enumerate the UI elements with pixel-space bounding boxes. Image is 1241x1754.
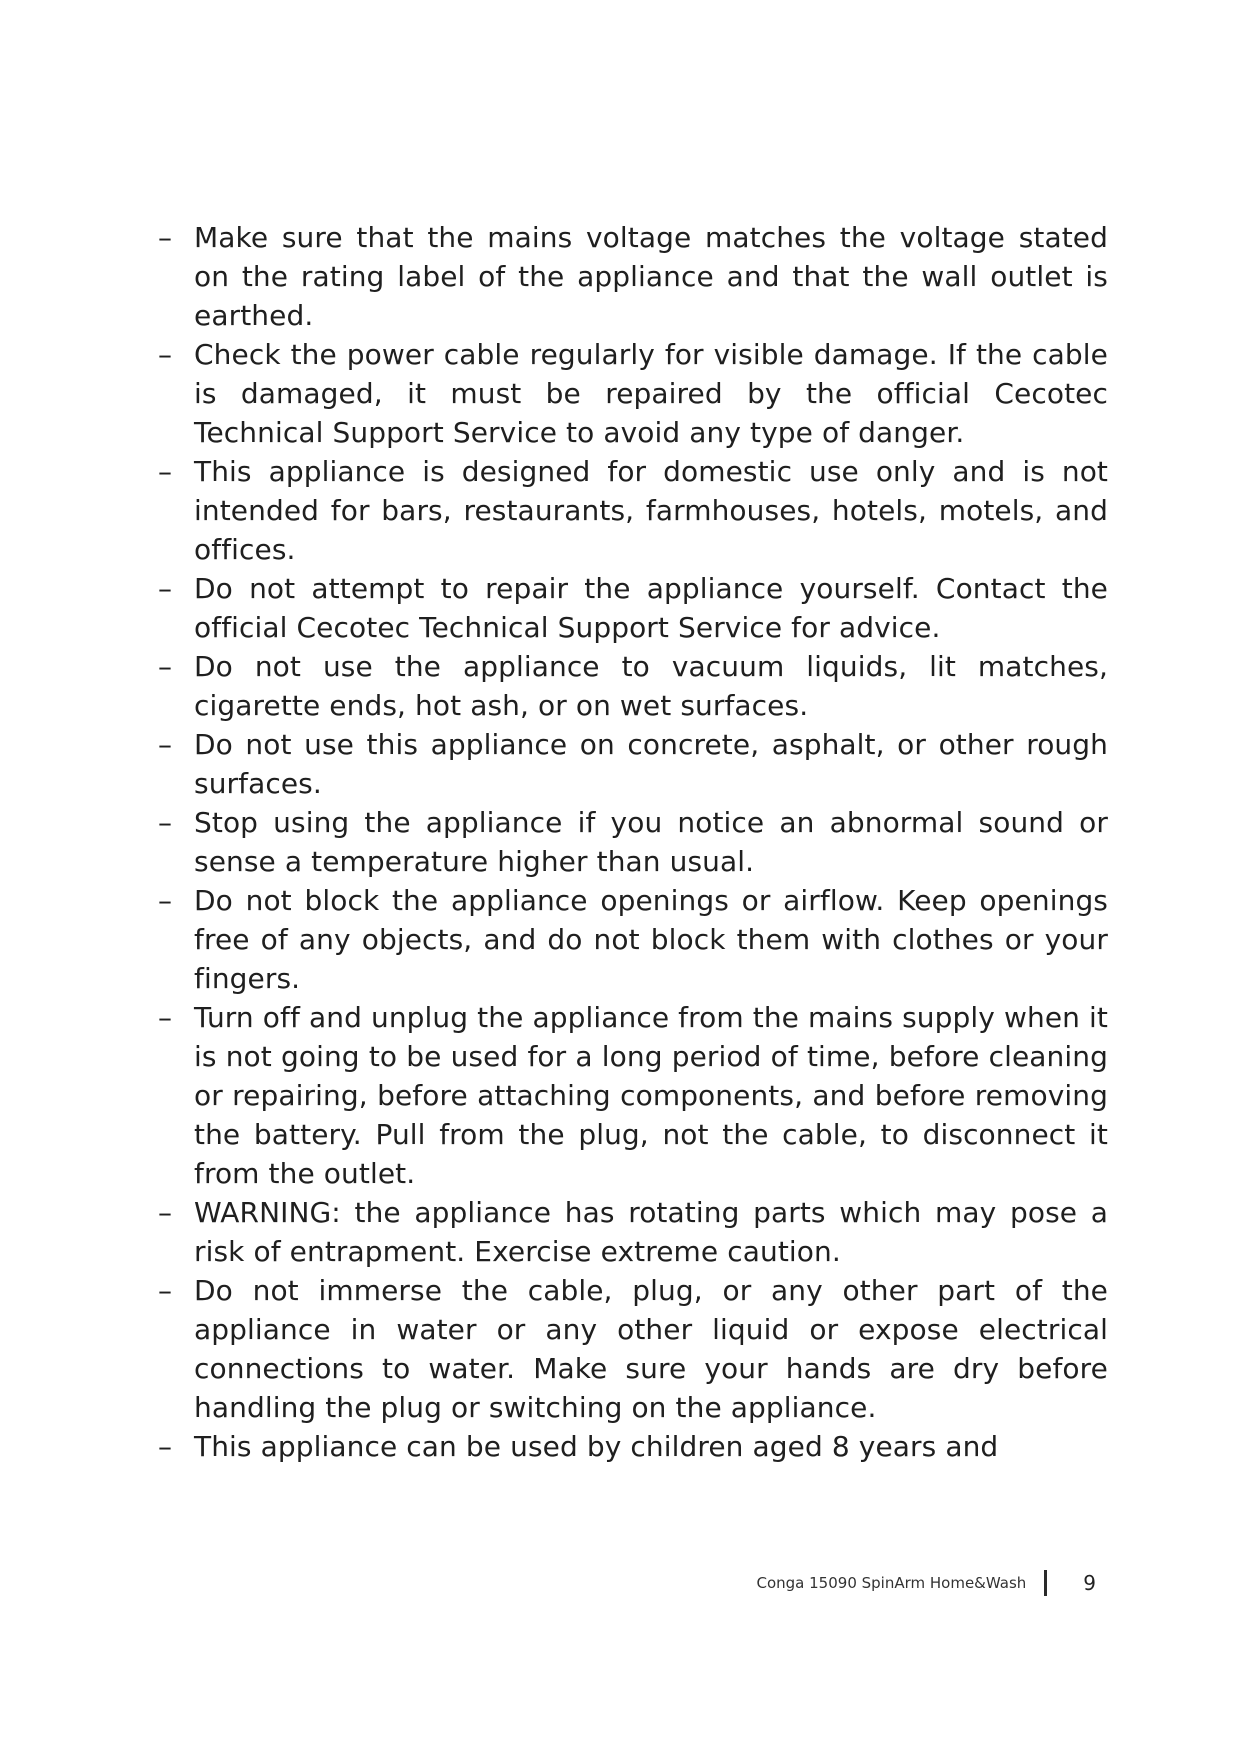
bullet-dash: –	[158, 884, 173, 917]
instruction-text: Do not use the appliance to vacuum liquids, lit matches, cigarette ends, hot ash, or on wet surfaces.	[194, 650, 1108, 722]
bullet-dash: –	[158, 806, 173, 839]
list-item	[158, 881, 1108, 998]
bullet-dash: –	[158, 1274, 173, 1307]
list-item	[158, 335, 1108, 452]
list-item	[158, 1427, 1108, 1466]
bullet-dash: –	[158, 1001, 173, 1034]
list-item	[158, 218, 1108, 335]
bullet-dash: –	[158, 221, 173, 254]
page-number: 9	[1083, 1571, 1096, 1595]
bullet-dash: –	[158, 1196, 173, 1229]
footer-product-name: Conga 15090 SpinArm Home&Wash	[756, 1574, 1027, 1592]
instruction-text: Turn off and unplug the appliance from the mains supply when it is not going to be used for a long period of time, before cleaning or repairing, before attaching components, and before removing the battery. Pull from the plug, not the cable, to disconnect it from the outlet.	[194, 1001, 1108, 1190]
list-item	[158, 998, 1108, 1193]
bullet-dash: –	[158, 1430, 173, 1463]
list-item	[158, 1271, 1108, 1427]
list-item	[158, 647, 1108, 725]
instruction-text: Make sure that the mains voltage matches the voltage stated on the rating label of the appliance and that the wall outlet is earthed.	[194, 221, 1108, 332]
list-item	[158, 452, 1108, 569]
bullet-dash: –	[158, 650, 173, 683]
instruction-text: Do not attempt to repair the appliance yourself. Contact the official Cecotec Technical Support Service for advice.	[194, 572, 1108, 644]
footer-divider	[1044, 1570, 1047, 1596]
instruction-text: Do not use this appliance on concrete, asphalt, or other rough surfaces.	[194, 728, 1108, 800]
instruction-text: This appliance is designed for domestic use only and is not intended for bars, restaurants, farmhouses, hotels, motels, and offices.	[194, 455, 1108, 566]
bullet-dash: –	[158, 728, 173, 761]
list-item	[158, 1193, 1108, 1271]
instruction-text: Do not block the appliance openings or airflow. Keep openings free of any objects, and do not block them with clothes or your fingers.	[194, 884, 1108, 995]
instruction-text: Check the power cable regularly for visible damage. If the cable is damaged, it must be repaired by the official Cecotec Technical Support Service to avoid any type of danger.	[194, 338, 1108, 449]
list-item	[158, 803, 1108, 881]
list-item	[158, 569, 1108, 647]
page-footer	[757, 1570, 1097, 1596]
list-item	[158, 725, 1108, 803]
bullet-dash: –	[158, 338, 173, 371]
bullet-dash: –	[158, 455, 173, 488]
instruction-text: Do not immerse the cable, plug, or any other part of the appliance in water or any other liquid or expose electrical connections to water. Make sure your hands are dry before handling the plug or switching on the appliance.	[194, 1274, 1108, 1424]
instruction-text: This appliance can be used by children aged 8 years and	[194, 1430, 999, 1463]
safety-instructions-list	[158, 218, 1108, 1466]
instruction-text: Stop using the appliance if you notice an abnormal sound or sense a temperature higher than usual.	[194, 806, 1108, 878]
bullet-dash: –	[158, 572, 173, 605]
instruction-text: WARNING: the appliance has rotating parts which may pose a risk of entrapment. Exercise extreme caution.	[194, 1196, 1108, 1268]
